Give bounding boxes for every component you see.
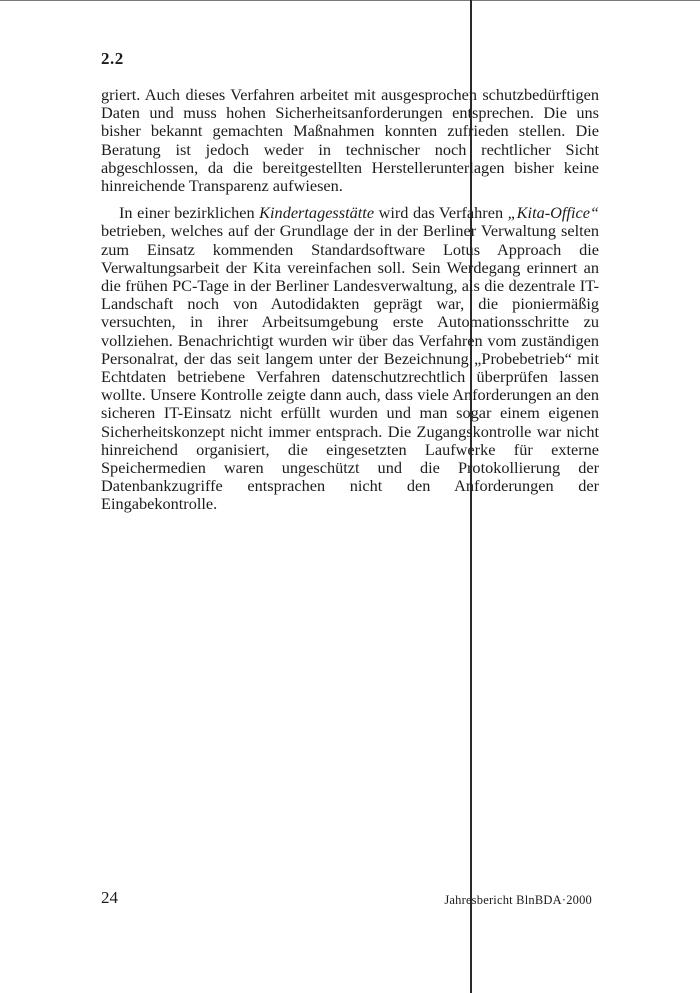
paragraph-1: griert. Auch dieses Verfahren arbeitet mit ausgesprochen schutzbedürftigen Daten und muss hohen Sicherheitsanforderungen entsprechen. Die uns bisher bekannt gemachten Maßnahmen konnten zufrieden stellen. Die Beratung ist jedoch weder in technischer noch rechtlicher Sicht abgeschlossen, da die bereitgestellten Herstellerunterlagen bisher keine hinreichende Transparenz aufwiesen. <box>101 85 599 196</box>
emphasis-kita-office: „Kita-Office“ <box>507 203 599 223</box>
page-number: 24 <box>101 888 118 907</box>
running-footer: Jahresbericht BlnBDA·2000 <box>444 893 592 907</box>
section-number: 2.2 <box>101 49 124 68</box>
paragraph-2 <box>101 204 599 513</box>
paragraph-2-text-2: wird das Verfahren <box>374 203 508 223</box>
emphasis-kindertagesstaette: Kindertagesstätte <box>259 203 375 223</box>
paragraph-2-text-3: betrieben, welches auf der Grundlage der in der Berliner Verwaltung selten zum Einsatz kommenden Standardsoftware Lotus Approach die Verwaltungsarbeit der Kita vereinfachen soll. Sein Werdegang erinnert an die frühen PC-Tage in der Berliner Landesverwaltung, als die dezentrale IT-Landschaft noch von Autodidakten geprägt war, die pioniermäßig versuchten, in ihrer Arbeitsumgebung erste Automationsschritte zu vollziehen. Benachrichtigt wurden wir über das Verfahren vom zuständigen Personalrat, der das seit langem unter der Bezeichnung „Probebetrieb“ mit Echtdaten betriebene Verfahren datenschutzrechtlich überprüfen lassen wollte. Unsere Kontrolle zeigte dann auch, dass viele Anforderungen an den sicheren IT-Einsatz nicht erfüllt wurden und man sogar einem eigenen Sicherheitskonzept nicht immer entsprach. Die Zugangskontrolle war nicht hinreichend organisiert, die eingesetzten Laufwerke für externe Speichermedien waren ungeschützt und die Protokollierung der Datenbankzugriffe entsprachen nicht den Anforderungen der Eingabekontrolle. <box>101 221 599 514</box>
body-text <box>101 86 599 514</box>
top-border-rule <box>0 0 700 1</box>
paragraph-2-text-1: In einer bezirklichen <box>119 203 260 223</box>
